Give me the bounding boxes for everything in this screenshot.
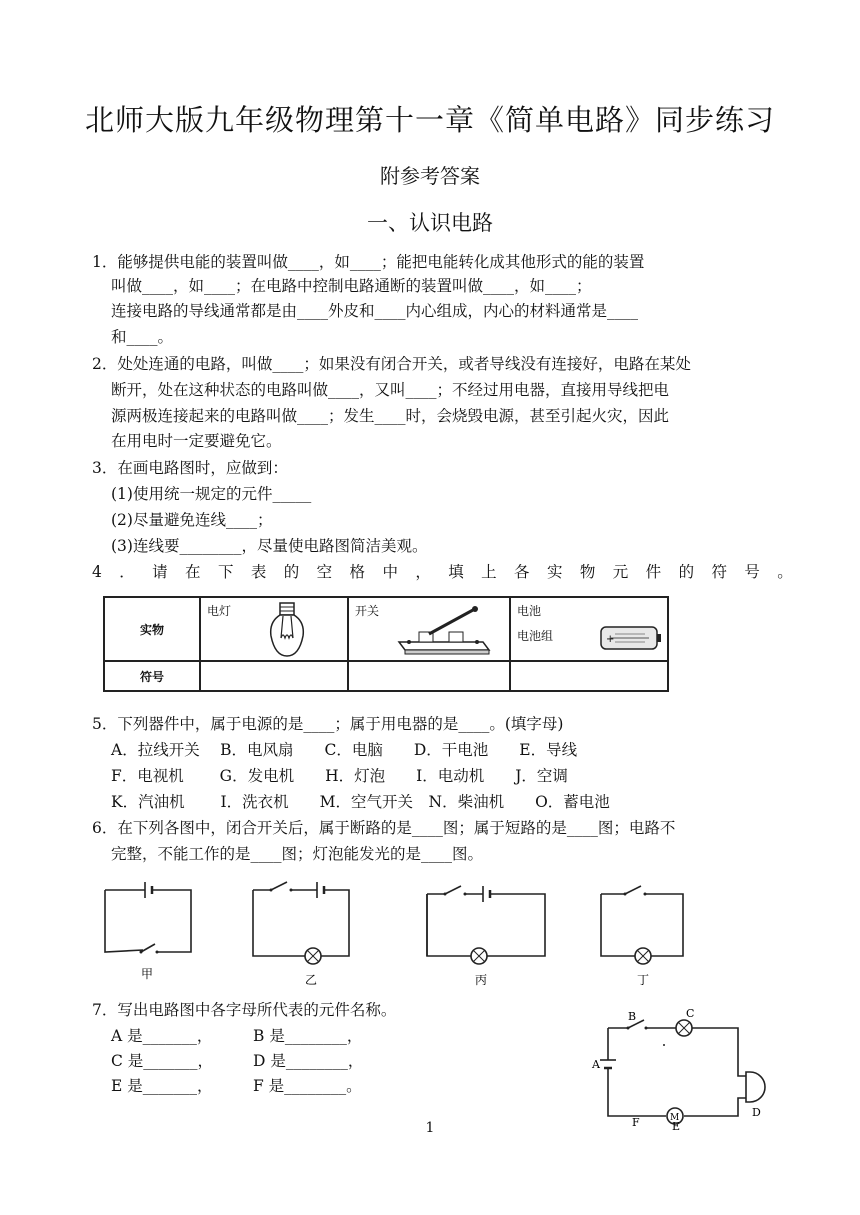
q2-line-3: 源两极连接起来的电路叫做____；发生____时，会烧毁电源，甚至引起火灾，因此 xyxy=(111,407,670,425)
table-cell-switch-symbol xyxy=(348,661,510,691)
circuit-label-jia: 甲 xyxy=(141,967,154,981)
q1-line-3: 连接电路的导线通常都是由____外皮和____内心组成，内心的材料通常是____ xyxy=(111,302,639,320)
q3-line-3: (2)尽量避免连线____； xyxy=(111,511,273,529)
circuit-label-ding: 丁 xyxy=(637,973,650,987)
q5-line-4: K．汽油机 I．洗衣机 M．空气开关 N．柴油机 O．蓄电池 xyxy=(111,793,610,811)
q3-line-4: (3)连线要________，尽量使电路图简洁美观。 xyxy=(111,537,428,555)
q2-line-4: 在用电时一定要避免它。 xyxy=(111,432,282,450)
table-cell-battery-symbol xyxy=(510,661,668,691)
q7-letter-f: F xyxy=(632,1116,640,1129)
section-heading: 一、认识电路 xyxy=(367,211,493,235)
q5-line-2: A．拉线开关 B．电风扇 C．电脑 D．干电池 E．导线 xyxy=(111,741,578,759)
q2-line-1: 2．处处连通的电路，叫做____；如果没有闭合开关，或者导线没有连接好，电路在某处 xyxy=(92,355,691,373)
circuit-label-yi: 乙 xyxy=(305,973,318,987)
q1-line-2: 叫做____，如____；在电路中控制电路通断的装置叫做____，如____； xyxy=(111,277,592,295)
q1-line-4: 和____。 xyxy=(111,328,174,346)
switch-image xyxy=(393,602,493,658)
table-cell-lamp-symbol xyxy=(200,661,348,691)
q7-answer-f: F 是________。 xyxy=(253,1077,362,1095)
circuit-ding xyxy=(601,886,683,987)
circuit-jia xyxy=(105,882,191,981)
q7-letter-d: D xyxy=(752,1106,761,1119)
circuit-label-bing: 丙 xyxy=(475,973,488,987)
q2-line-2: 断开，处在这种状态的电路叫做____，又叫____；不经过用电器，直接用导线把电 xyxy=(111,381,670,399)
q1-line-1: 1．能够提供电能的装置叫做____，如____；能把电能转化成其他形式的能的装置 xyxy=(92,253,645,271)
q7-answer-c: C 是_______， xyxy=(111,1052,214,1070)
svg-text:M: M xyxy=(670,1113,680,1123)
q3-line-1: 3．在画电路图时，应做到： xyxy=(92,459,288,477)
page-number: 1 xyxy=(425,1120,435,1136)
table-cell-lamp xyxy=(200,597,348,661)
battery-group-label: 电池组 xyxy=(517,629,554,643)
q4-prompt: 4．请在下表的空格中，填上各实物元件的符号。 xyxy=(92,563,811,581)
lamp-image xyxy=(267,602,307,660)
page-subtitle: 附参考答案 xyxy=(380,164,480,188)
symbol-table xyxy=(103,596,669,692)
q5-line-3: F．电视机 G．发电机 H．灯泡 I．电动机 J．空调 xyxy=(111,767,568,785)
q7-prompt: 7．写出电路图中各字母所代表的元件名称。 xyxy=(92,1001,397,1019)
q6-line-2: 完整，不能工作的是____图；灯泡能发光的是____图。 xyxy=(111,845,484,863)
page-title: 北师大版九年级物理第十一章《简单电路》同步练习 xyxy=(84,103,775,137)
table-cell-switch xyxy=(348,597,510,661)
q7-letter-a: A xyxy=(592,1058,600,1071)
table-header-object: 实物 xyxy=(104,597,200,661)
table-header-symbol: 符号 xyxy=(104,661,200,691)
q7-letter-e: E xyxy=(672,1120,681,1132)
table-cell-battery xyxy=(510,597,668,661)
q7-answer-e: E 是_______， xyxy=(111,1077,213,1095)
q3-line-2: (1)使用统一规定的元件_____ xyxy=(111,485,312,503)
q7-answer-a: A 是_______， xyxy=(111,1027,213,1045)
circuit-yi xyxy=(253,882,349,987)
q7-letter-b: B xyxy=(628,1010,637,1023)
circuit-bing xyxy=(427,886,545,987)
svg-text:+: + xyxy=(606,634,615,645)
q6-circuit-diagrams xyxy=(95,872,695,992)
battery-label: 电池 xyxy=(517,604,542,618)
battery-image xyxy=(597,624,663,652)
lamp-label: 电灯 xyxy=(207,604,232,618)
q6-line-1: 6．在下列各图中，闭合开关后，属于断路的是____图；属于短路的是____图；电路不 xyxy=(92,819,676,837)
q7-circuit-diagram xyxy=(588,1008,788,1132)
q7-letter-c: C xyxy=(686,1008,695,1020)
q7-answer-b: B 是________， xyxy=(253,1027,363,1045)
switch-label: 开关 xyxy=(355,604,380,618)
q5-line-1: 5．下列器件中，属于电源的是____；属于用电器的是____。(填字母) xyxy=(92,715,564,733)
q7-answer-d: D 是________， xyxy=(253,1052,364,1070)
